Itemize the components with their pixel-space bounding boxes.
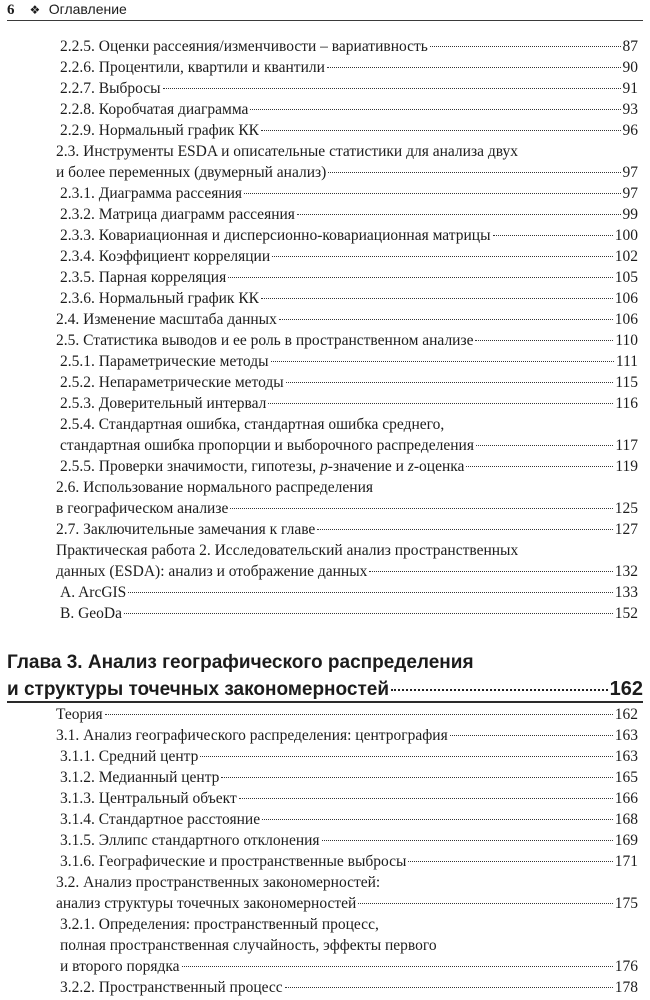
toc-page-number: 171 xyxy=(614,853,638,870)
toc-section-chapter-3 xyxy=(10,704,638,998)
dot-leader xyxy=(230,508,612,509)
toc-entry-text: 2.2.7. Выбросы xyxy=(60,80,161,97)
toc-entry-text: 2.2.5. Оценки рассеяния/изменчивости – вариативность xyxy=(60,38,428,55)
toc-entry[interactable] xyxy=(10,393,638,414)
toc-entry-row xyxy=(56,704,638,725)
toc-page-number: 127 xyxy=(614,521,638,538)
dot-leader xyxy=(261,298,613,299)
toc-entry[interactable] xyxy=(10,288,638,309)
dot-leader xyxy=(250,109,620,110)
toc-page-number: 105 xyxy=(614,269,638,286)
dot-leader xyxy=(262,819,613,820)
dot-leader xyxy=(163,88,621,89)
toc-entry-text: 2.7. Заключительные замечания к главе xyxy=(56,521,316,538)
toc-entry[interactable] xyxy=(10,57,638,78)
toc-page-number: 152 xyxy=(614,605,638,622)
toc-page-number: 110 xyxy=(615,332,638,349)
dot-leader xyxy=(297,214,621,215)
toc-entry-row xyxy=(60,603,638,624)
toc-entry[interactable] xyxy=(10,141,638,183)
toc-entry-row xyxy=(56,561,638,582)
toc-entry-line: 2.5.4. Стандартная ошибка, стандартная ошибка среднего, xyxy=(60,416,445,433)
page-number: 6 xyxy=(7,2,15,18)
toc-entry-row xyxy=(60,246,638,267)
toc-page-number: 97 xyxy=(622,185,638,202)
toc-entry-row xyxy=(56,725,638,746)
dot-leader xyxy=(475,340,613,341)
dot-leader xyxy=(271,361,614,362)
toc-page-number: 165 xyxy=(614,769,638,786)
toc-entry[interactable] xyxy=(10,603,638,624)
toc-entry-row xyxy=(60,120,638,141)
toc-entry-text: и структуры точечных закономерностей xyxy=(7,679,389,700)
chapter-title-line-2[interactable] xyxy=(7,676,643,703)
toc-entry-row xyxy=(60,36,638,57)
dot-leader xyxy=(327,67,621,68)
toc-entry[interactable] xyxy=(10,309,638,330)
toc-entry-line: Практическая работа 2. Исследовательский анализ пространственных xyxy=(56,542,519,559)
toc-entry-row xyxy=(60,746,638,767)
dot-leader xyxy=(221,777,612,778)
toc-page-number: 100 xyxy=(614,227,638,244)
toc-entry-text: 2.2.9. Нормальный график КК xyxy=(60,122,260,139)
toc-entry-text: 3.1. Анализ географического распределения: центрография xyxy=(56,727,448,744)
toc-entry[interactable] xyxy=(10,872,638,914)
toc-page-number: 96 xyxy=(622,122,638,139)
toc-entry[interactable] xyxy=(10,99,638,120)
toc-entry-text: 2.3.3. Ковариационная и дисперсионно-ковариационная матрицы xyxy=(60,227,491,244)
toc-entry-text: стандартная ошибка пропорции и выборочного распределения xyxy=(60,437,474,454)
dot-leader xyxy=(391,689,608,691)
math-variable: z xyxy=(407,458,414,475)
toc-entry-text: 3.2.2. Пространственный процесс xyxy=(60,979,283,996)
toc-page-number: 125 xyxy=(614,500,638,517)
dot-leader xyxy=(322,840,613,841)
toc-entry[interactable] xyxy=(10,830,638,851)
toc-entry-row xyxy=(60,57,638,78)
math-variable: p xyxy=(320,458,328,475)
toc-entry-row xyxy=(60,809,638,830)
toc-entry-text: 3.1.2. Медианный центр xyxy=(60,769,220,786)
toc-entry[interactable] xyxy=(10,704,638,725)
running-title: Оглавление xyxy=(48,1,127,17)
toc-entry-row xyxy=(60,78,638,99)
toc-page-number: 132 xyxy=(614,563,638,580)
dot-leader xyxy=(450,735,613,736)
toc-entry-line: 2.6. Использование нормального распределения xyxy=(56,479,374,496)
dot-leader xyxy=(466,466,613,467)
toc-entry-text: и более переменных (двумерный анализ) xyxy=(56,164,327,181)
toc-entry-text: 3.1.1. Средний центр xyxy=(60,748,199,765)
toc-entry-row xyxy=(56,309,638,330)
dot-leader xyxy=(476,445,613,446)
toc-entry[interactable] xyxy=(10,246,638,267)
toc-entry[interactable] xyxy=(10,851,638,872)
chapter-3-heading xyxy=(7,650,643,703)
toc-entry[interactable] xyxy=(10,582,638,603)
dot-leader xyxy=(105,714,613,715)
running-header xyxy=(7,0,643,21)
toc-page-number: 163 xyxy=(614,748,638,765)
toc-section-chapter-2 xyxy=(10,36,638,624)
toc-entry-text: 2.3.5. Парная корреляция xyxy=(60,269,227,286)
toc-page-number: 115 xyxy=(615,374,638,391)
toc-page-number: 97 xyxy=(622,164,638,181)
toc-entry-row xyxy=(60,851,638,872)
toc-entry-row xyxy=(60,372,638,393)
toc-page-number: 168 xyxy=(614,811,638,828)
toc-page-number: 102 xyxy=(614,248,638,265)
toc-entry-row xyxy=(60,393,638,414)
toc-entry[interactable] xyxy=(10,351,638,372)
dot-leader xyxy=(285,987,613,988)
toc-entry-text: 2.3.6. Нормальный график КК xyxy=(60,290,260,307)
toc-entry[interactable] xyxy=(10,767,638,788)
toc-entry[interactable] xyxy=(10,78,638,99)
dot-leader xyxy=(493,235,613,236)
toc-entry-row xyxy=(60,183,638,204)
toc-page-number: 91 xyxy=(622,80,638,97)
dot-leader xyxy=(328,172,620,173)
dot-leader xyxy=(228,277,613,278)
toc-entry-row xyxy=(56,330,638,351)
toc-entry-row xyxy=(56,893,638,914)
dot-leader xyxy=(272,256,613,257)
toc-page-number: 116 xyxy=(615,395,638,412)
toc-entry[interactable] xyxy=(10,519,638,540)
toc-entry-text: 2.2.8. Коробчатая диаграмма xyxy=(60,101,249,118)
toc-entry-row xyxy=(60,788,638,809)
toc-page-number: 117 xyxy=(615,437,638,454)
toc-entry[interactable] xyxy=(10,788,638,809)
toc-entry[interactable] xyxy=(10,225,638,246)
toc-entry[interactable] xyxy=(10,372,638,393)
chapter-title-line-1: Глава 3. Анализ географического распределения xyxy=(7,652,474,673)
toc-entry[interactable] xyxy=(10,456,638,477)
dot-leader xyxy=(124,613,613,614)
toc-entry[interactable] xyxy=(10,330,638,351)
toc-entry-text: в географическом анализе xyxy=(56,500,229,517)
toc-entry-line: полная пространственная случайность, эффекты первого xyxy=(60,937,437,954)
dot-leader xyxy=(317,529,612,530)
ornament-icon: ❖ xyxy=(29,3,41,17)
dot-leader xyxy=(286,382,614,383)
toc-entry-row xyxy=(56,498,638,519)
toc-page-number: 178 xyxy=(614,979,638,996)
toc-entry-text: 3.1.4. Стандартное расстояние xyxy=(60,811,261,828)
dot-leader xyxy=(408,861,612,862)
toc-page-number: 162 xyxy=(609,678,643,700)
toc-entry-text: 3.1.5. Эллипс стандартного отклонения xyxy=(60,832,320,849)
toc-entry[interactable] xyxy=(10,120,638,141)
toc-page-number: 176 xyxy=(614,958,638,975)
toc-entry-text: 2.5.1. Параметрические методы xyxy=(60,353,269,370)
toc-page-number: 119 xyxy=(615,458,638,475)
toc-entry-row xyxy=(60,288,638,309)
toc-page-number: 93 xyxy=(622,101,638,118)
toc-entry-text: данных (ESDA): анализ и отображение данных xyxy=(56,563,368,580)
toc-entry[interactable] xyxy=(10,725,638,746)
dot-leader xyxy=(244,193,620,194)
toc-entry-row xyxy=(60,267,638,288)
dot-leader xyxy=(268,403,613,404)
toc-page-number: 169 xyxy=(614,832,638,849)
toc-entry-text: 2.2.6. Процентили, квартили и квантили xyxy=(60,59,325,76)
toc-entry[interactable] xyxy=(10,36,638,57)
dot-leader xyxy=(182,966,613,967)
toc-page-number: 106 xyxy=(614,311,638,328)
toc-entry-row xyxy=(60,830,638,851)
toc-entry[interactable] xyxy=(10,414,638,456)
toc-entry-row xyxy=(60,204,638,225)
toc-entry-row xyxy=(56,162,638,183)
toc-entry-text: Теория xyxy=(56,706,103,723)
toc-entry-text: 2.5. Статистика выводов и ее роль в пространственном анализе xyxy=(56,332,474,349)
toc-entry-line: 2.3. Инструменты ESDA и описательные статистики для анализа двух xyxy=(56,143,519,160)
toc-entry[interactable] xyxy=(10,204,638,225)
toc-page-number: 166 xyxy=(614,790,638,807)
toc-entry-row xyxy=(60,956,638,977)
toc-page-number: 162 xyxy=(614,706,638,723)
dot-leader xyxy=(430,46,621,47)
chapter-divider xyxy=(7,701,643,703)
toc-entry-line: 3.2. Анализ пространственных закономерностей: xyxy=(56,874,381,891)
toc-entry[interactable] xyxy=(10,183,638,204)
toc-entry-row xyxy=(60,225,638,246)
toc-entry-text: A. ArcGIS xyxy=(60,584,127,601)
toc-entry-row xyxy=(60,351,638,372)
toc-entry-text: и второго порядка xyxy=(60,958,180,975)
toc-entry-row xyxy=(60,767,638,788)
toc-entry-row xyxy=(60,977,638,998)
toc-page-number: 87 xyxy=(622,38,638,55)
toc-entry-row xyxy=(60,582,638,603)
toc-entry[interactable] xyxy=(10,914,638,977)
dot-leader xyxy=(369,571,612,572)
toc-page-number: 111 xyxy=(615,353,638,370)
toc-page-number: 99 xyxy=(622,206,638,223)
toc-entry-text: 2.5.2. Непараметрические методы xyxy=(60,374,284,391)
toc-entry-line: 3.2.1. Определения: пространственный процесс, xyxy=(60,916,379,933)
dot-leader xyxy=(279,319,613,320)
toc-entry[interactable] xyxy=(10,977,638,998)
toc-entry-text: 2.3.2. Матрица диаграмм рассеяния xyxy=(60,206,295,223)
toc-entry-text: 2.4. Изменение масштаба данных xyxy=(56,311,277,328)
toc-entry-text: B. GeoDa xyxy=(60,605,122,622)
toc-entry-row xyxy=(60,435,638,456)
toc-entry[interactable] xyxy=(10,809,638,830)
dot-leader xyxy=(261,130,620,131)
toc-page-number: 133 xyxy=(614,584,638,601)
dot-leader xyxy=(239,798,613,799)
toc-entry-text: 2.5.3. Доверительный интервал xyxy=(60,395,267,412)
toc-page-number: 175 xyxy=(614,895,638,912)
toc-entry[interactable] xyxy=(10,267,638,288)
toc-entry-text: 3.1.6. Географические и пространственные выбросы xyxy=(60,853,407,870)
toc-entry-text: 2.3.1. Диаграмма рассеяния xyxy=(60,185,243,202)
toc-entry-row xyxy=(56,519,638,540)
toc-entry-text: анализ структуры точечных закономерностей xyxy=(56,895,357,912)
dot-leader xyxy=(128,592,612,593)
toc-entry-text: 2.3.4. Коэффициент корреляции xyxy=(60,248,271,265)
toc-entry-row xyxy=(60,99,638,120)
toc-entry-text: 2.5.5. Проверки значимости, гипотезы, p-значение и z-оценка xyxy=(60,458,465,475)
toc-entry-row xyxy=(60,456,638,477)
toc-entry-text: 3.1.3. Центральный объект xyxy=(60,790,237,807)
toc-page-number: 90 xyxy=(622,59,638,76)
toc-entry[interactable] xyxy=(10,746,638,767)
toc-page-number: 163 xyxy=(614,727,638,744)
dot-leader xyxy=(358,903,612,904)
toc-page-number: 106 xyxy=(614,290,638,307)
dot-leader xyxy=(200,756,612,757)
toc-entry[interactable] xyxy=(10,540,638,582)
toc-entry[interactable] xyxy=(10,477,638,519)
